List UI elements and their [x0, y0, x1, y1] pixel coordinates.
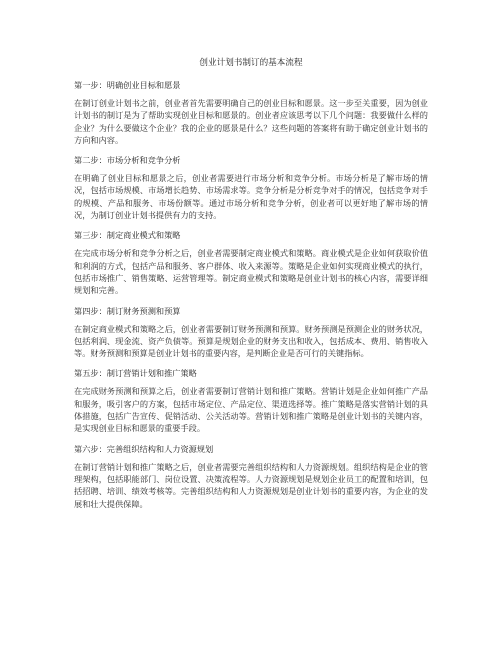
section-paragraph: 在制订营销计划和推广策略之后，创业者需要完善组织结构和人力资源规划。组织结构是企业的管理架构，包括职能部门、岗位设置、决策流程等。人力资源规划是规划企业员工的配置和培训，包括招聘、培训、绩效考核等。完善组织结构和人力资源规划是创业计划书的重要内容，为企业的发展和壮大提供保障。 [74, 461, 428, 509]
section-step-6 [74, 443, 428, 510]
section-step-5 [74, 367, 428, 434]
section-paragraph: 在明确了创业目标和愿景之后，创业者需要进行市场分析和竞争分析。市场分析是了解市场的情况，包括市场规模、市场增长趋势、市场需求等。竞争分析是分析竞争对手的情况，包括竞争对手的规模、产品和服务、市场份额等。通过市场分析和竞争分析，创业者可以更好地了解市场的情况，为制订创业计划书提供有力的支持。 [74, 173, 428, 221]
section-heading: 第一步：明确创业目标和愿景 [74, 80, 181, 90]
document-title: 创业计划书制订的基本流程 [199, 58, 303, 68]
section-heading: 第五步：制订营销计划和推广策略 [74, 368, 197, 379]
section-heading: 第六步：完善组织结构和人力资源规划 [74, 443, 214, 454]
section-heading: 第四步：制订财务预测和预算 [74, 305, 181, 316]
section-paragraph: 在制订创业计划书之前，创业者首先需要明确自己的创业目标和愿景。这一步至关重要，因为创业计划书的制订是为了帮助实现创业目标和愿景的。创业者应该思考以下几个问题：我要做什么样的企业？为什么要做这个企业？我的企业的愿景是什么？这些问题的答案将有助于确定创业计划书的方向和内容。 [74, 98, 428, 145]
section-heading: 第三步：制定商业模式和策略 [74, 230, 181, 241]
section-step-1 [74, 79, 428, 146]
section-paragraph: 在完成财务预测和预算之后，创业者需要制订营销计划和推广策略。营销计划是企业如何推广产品和服务，吸引客户的方案，包括市场定位、产品定位、渠道选择等。推广策略是落实营销计划的具体措施，包括广告宣传、促销活动、公关活动等。营销计划和推广策略是创业计划书的关键内容，是实现创业目标和愿景的重要手段。 [74, 386, 428, 434]
section-paragraph: 在制定商业模式和策略之后，创业者需要制订财务预测和预算。财务预测是预测企业的财务状况，包括利润、现金流、资产负债等。预算是规划企业的财务支出和收入，包括成本、费用、销售收入等。财务预测和预算是创业计划书的重要内容，是判断企业是否可行的关键指标。 [74, 323, 428, 359]
section-paragraph: 在完成市场分析和竞争分析之后，创业者需要制定商业模式和策略。商业模式是企业如何获取价值和利润的方式，包括产品和服务、客户群体、收入来源等。策略是企业如何实现商业模式的执行，包括市场推广、销售策略、运营管理等。制定商业模式和策略是创业计划书的核心内容，需要详细规划和完善。 [74, 248, 428, 296]
section-step-4 [74, 305, 428, 360]
section-step-2 [74, 154, 428, 221]
section-step-3 [74, 229, 428, 296]
section-heading: 第二步：市场分析和竞争分析 [74, 155, 181, 166]
